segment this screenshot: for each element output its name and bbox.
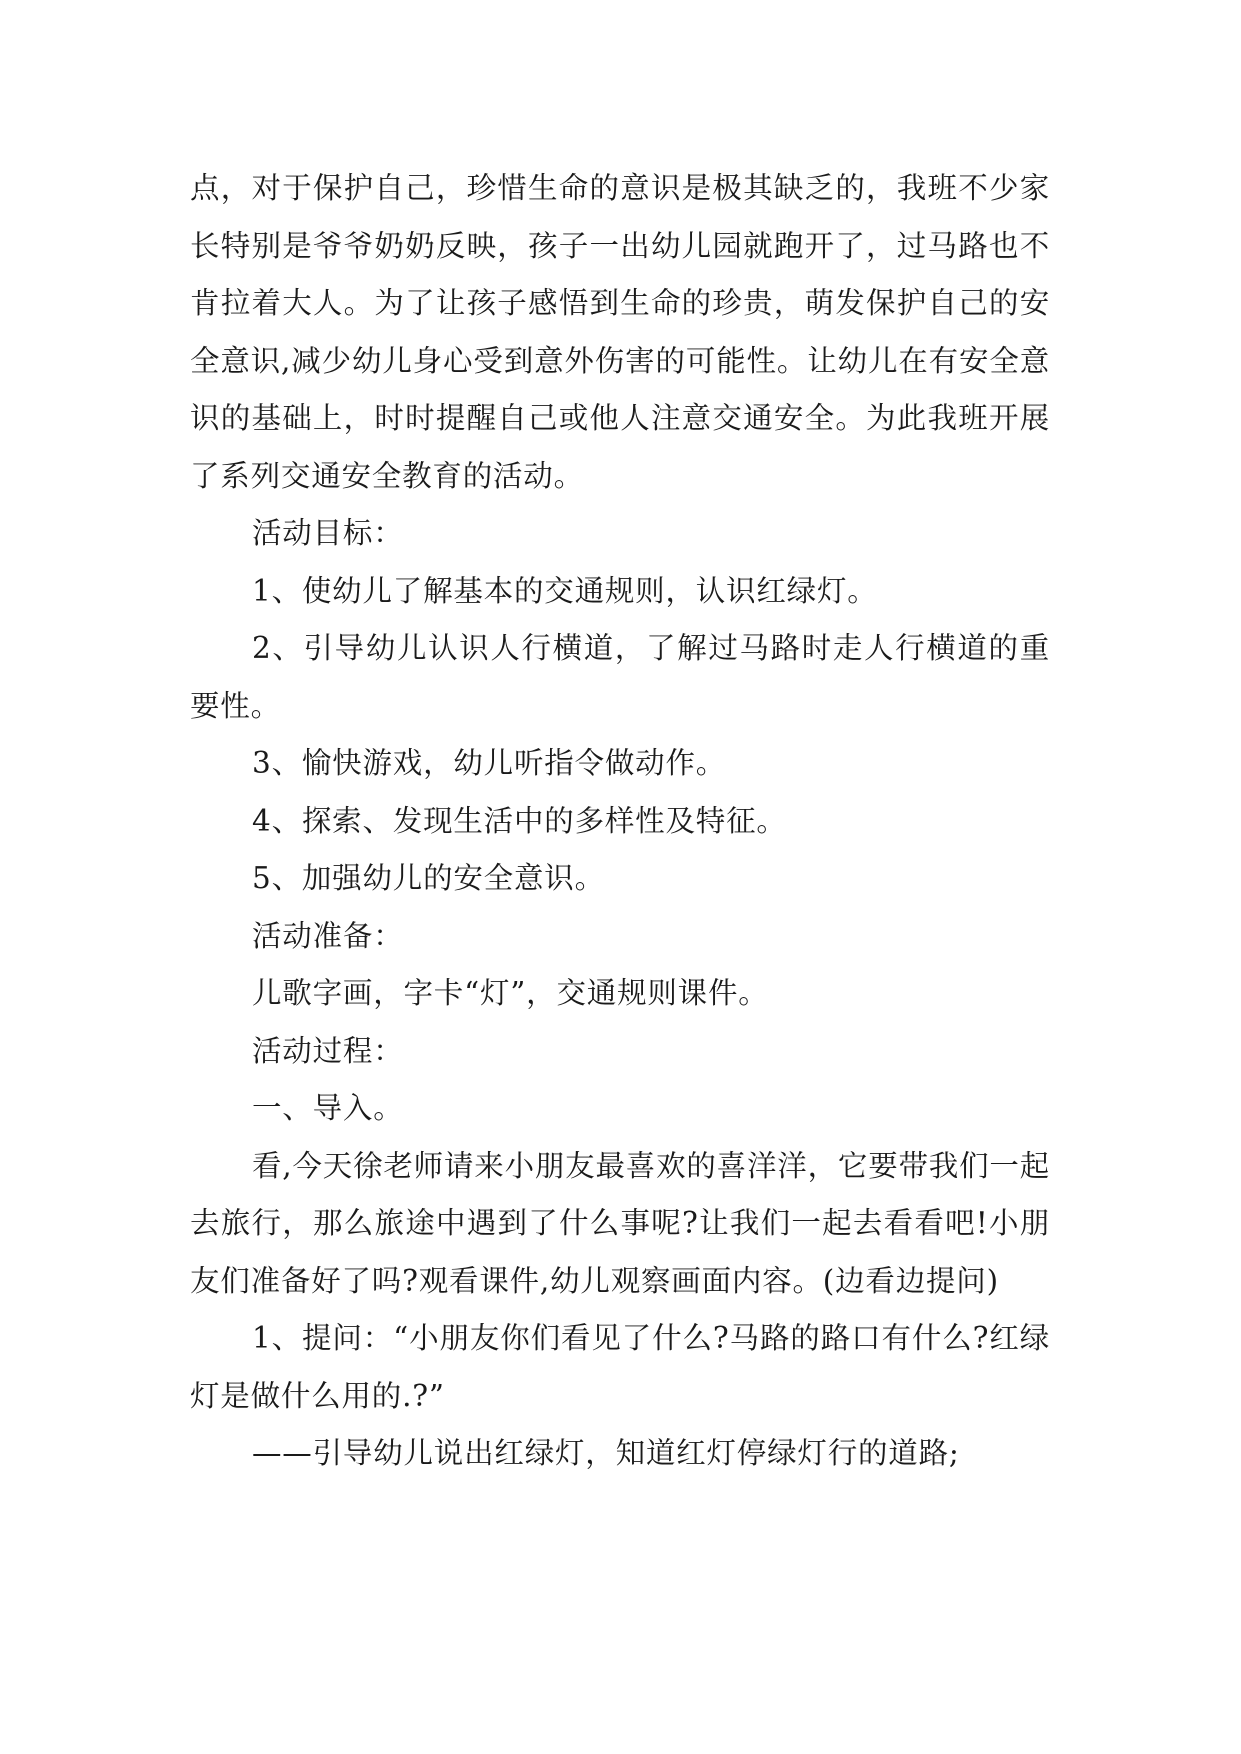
goal-item-2: 2、引导幼儿认识人行横道，了解过马路时走人行横道的重要性。	[190, 631, 1050, 723]
document-body	[190, 160, 1050, 1483]
intro-paragraph: 点，对于保护自己，珍惜生命的意识是极其缺乏的，我班不少家长特别是爷爷奶奶反映，孩子一出幼儿园就跑开了，过马路也不肯拉着大人。为了让孩子感悟到生命的珍贵，萌发保护自己的安全意识,减少幼儿身心受到意外伤害的可能性。让幼儿在有安全意识的基础上，时时提醒自己或他人注意交通安全。为此我班开展了系列交通安全教育的活动。	[190, 171, 1050, 493]
process-intro-paragraph: 看,今天徐老师请来小朋友最喜欢的喜洋洋，它要带我们一起去旅行，那么旅途中遇到了什么事呢?让我们一起去看看吧!小朋友们准备好了吗?观看课件,幼儿观察画面内容。(边看边提问)	[190, 1148, 1050, 1298]
activity-goals-heading: 活动目标：	[252, 516, 404, 550]
activity-process-heading: 活动过程：	[252, 1033, 404, 1068]
goal-item-4: 4、探索、发现生活中的多样性及特征。	[252, 803, 787, 838]
goal-item-1: 1、使幼儿了解基本的交通规则，认识红绿灯。	[252, 573, 878, 608]
activity-preparation-heading: 活动准备：	[252, 918, 404, 953]
goal-item-5: 5、加强幼儿的安全意识。	[252, 861, 605, 895]
process-question-1: 1、提问：“小朋友你们看见了什么?马路的路口有什么?红绿灯是做什么用的.?”	[190, 1321, 1050, 1413]
preparation-materials: 儿歌字画，字卡“灯”，交通规则课件。	[252, 976, 769, 1010]
goal-item-3: 3、愉快游戏，幼儿听指令做动作。	[252, 746, 727, 780]
process-step-intro-heading: 一、导入。	[252, 1091, 404, 1125]
process-guidance-note: ——引导幼儿说出红绿灯，知道红灯停绿灯行的道路;	[252, 1436, 960, 1470]
